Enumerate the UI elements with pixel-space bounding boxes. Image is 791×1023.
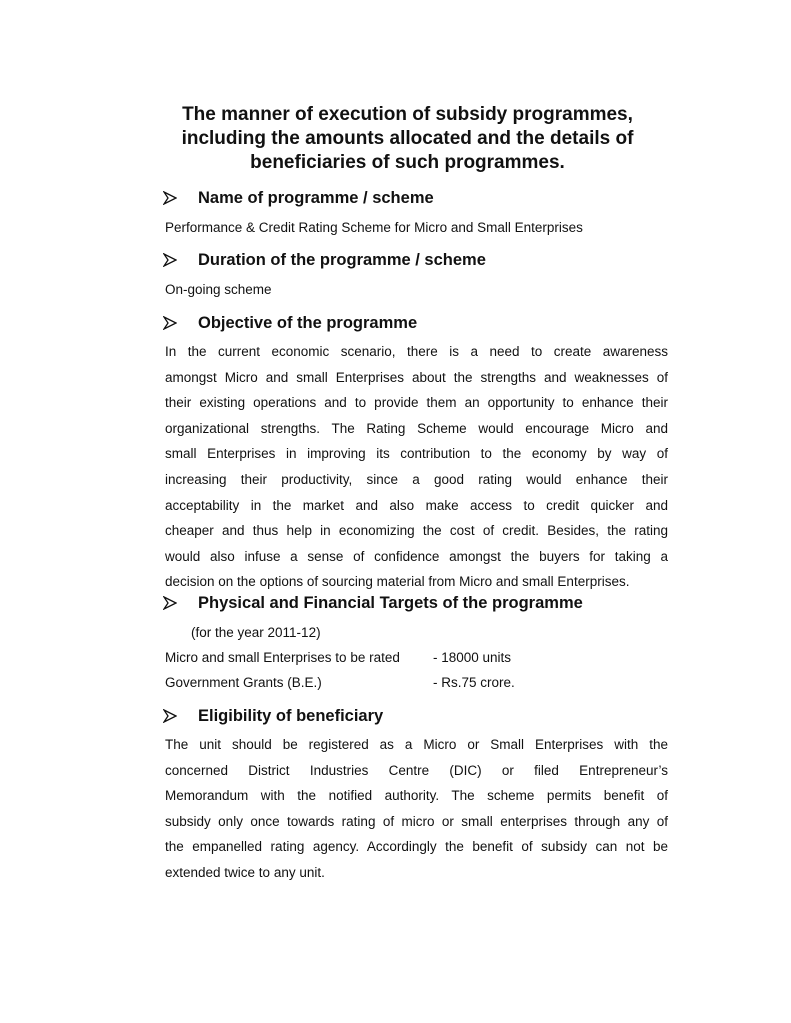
paragraph-line: In the current economic scenario, there is a need to create awareness: [165, 344, 668, 359]
paragraph-line: would also infuse a sense of confidence amongst the buyers for taking a: [165, 548, 668, 564]
section-heading-objective: [163, 311, 417, 335]
section-heading-name: [163, 186, 434, 210]
paragraph-line: Memorandum with the notified authority. The scheme permits benefit of: [165, 788, 668, 804]
target-value: - 18000 units: [433, 650, 512, 665]
title-line-3: beneficiaries of such programmes.: [250, 152, 565, 173]
programme-name-text: Performance & Credit Rating Scheme for Micro and Small Enterprises: [165, 220, 583, 235]
paragraph-line: small Enterprises in improving its contribution to the economy by way of: [165, 446, 668, 462]
target-label: Government Grants (B.E.): [165, 675, 322, 690]
paragraph-line: amongst Micro and small Enterprises about the strengths and weaknesses of: [165, 369, 668, 385]
paragraph-line: extended twice to any unit.: [165, 864, 325, 880]
paragraph-line: organizational strengths. The Rating Scheme would encourage Micro and: [165, 420, 668, 436]
section-heading-text: Physical and Financial Targets of the programme: [198, 593, 583, 612]
arrow-bullet-icon: [163, 596, 177, 610]
eligibility-paragraph: [165, 736, 668, 890]
paragraph-line: The unit should be registered as a Micro or Small Enterprises with the: [165, 737, 668, 752]
paragraph-line: their existing operations and to provide them an opportunity to enhance their: [165, 395, 668, 411]
paragraph-line: acceptability in the market and also make access to credit quicker and: [165, 497, 668, 513]
section-heading-text: Eligibility of beneficiary: [198, 706, 384, 725]
page-title: [150, 103, 665, 175]
section-heading-text: Objective of the programme: [198, 313, 418, 332]
target-value: - Rs.75 crore.: [433, 675, 515, 690]
paragraph-line: subsidy only once towards rating of micro or small enterprises through any of: [165, 813, 668, 829]
section-heading-duration: [163, 248, 486, 272]
paragraph-line: concerned District Industries Centre (DIC) or filed Entrepreneur’s: [165, 762, 668, 778]
paragraph-line: cheaper and thus help in economizing the cost of credit. Besides, the rating: [165, 523, 668, 539]
arrow-bullet-icon: [163, 253, 177, 267]
title-line-2: including the amounts allocated and the details of: [181, 128, 634, 149]
target-row: [165, 674, 515, 691]
section-heading-text: Duration of the programme / scheme: [198, 250, 486, 269]
target-row: [165, 649, 511, 666]
section-heading-text: Name of programme / scheme: [198, 188, 434, 207]
title-line-1: The manner of execution of subsidy programmes,: [182, 104, 633, 125]
paragraph-line: increasing their productivity, since a good rating would enhance their: [165, 471, 668, 487]
paragraph-line: the empanelled rating agency. Accordingly the benefit of subsidy can not be: [165, 839, 668, 855]
section-heading-eligibility: [163, 704, 383, 728]
target-label: Micro and small Enterprises to be rated: [165, 650, 400, 665]
arrow-bullet-icon: [163, 191, 177, 205]
duration-text: On-going scheme: [165, 282, 272, 297]
targets-year-note: (for the year 2011-12): [191, 625, 321, 640]
arrow-bullet-icon: [163, 316, 177, 330]
objective-paragraph: [165, 343, 668, 599]
arrow-bullet-icon: [163, 709, 177, 723]
section-heading-targets: [163, 591, 583, 615]
paragraph-line: decision on the options of sourcing material from Micro and small Enterprises.: [165, 574, 630, 590]
